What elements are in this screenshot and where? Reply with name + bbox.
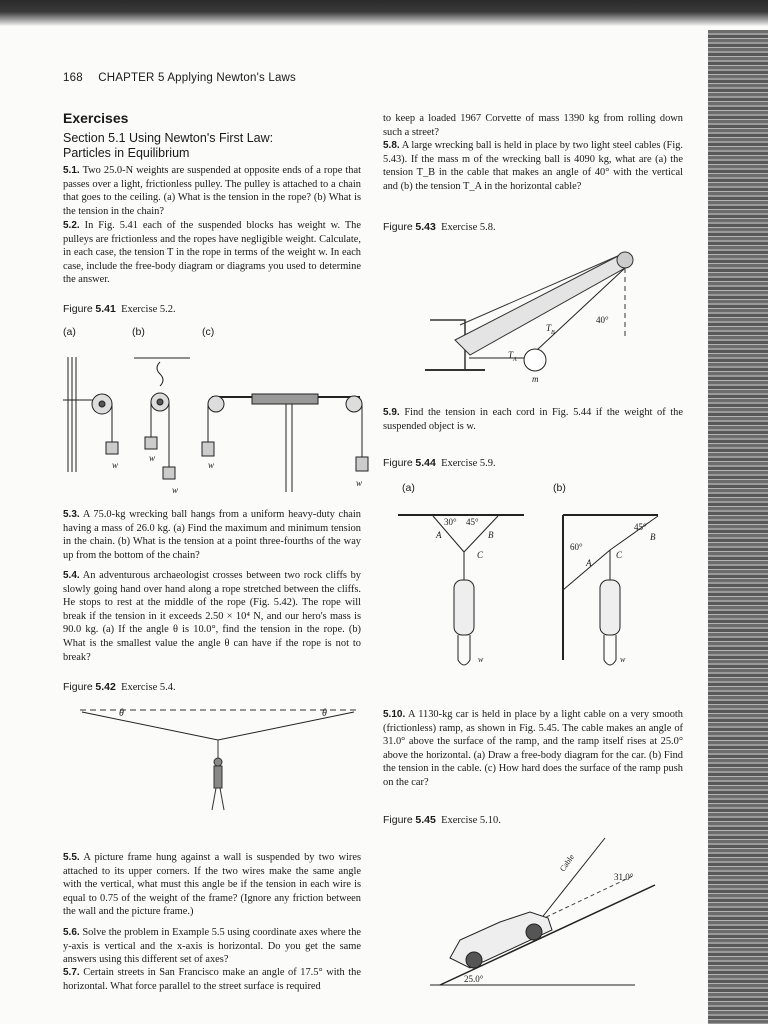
figure-5-45-caption: Figure 5.45 Exercise 5.10. xyxy=(383,814,501,826)
angle-25: 25.0° xyxy=(464,974,484,984)
angle-45: 45° xyxy=(634,522,647,532)
scan-right-edge xyxy=(708,30,768,1024)
exercise-5-1 xyxy=(63,164,361,218)
weight-label: w xyxy=(149,453,156,463)
exercise-text: In Fig. 5.41 each of the suspended blocks has weight w. The pulleys are frictionless and the ropes have negligible weight. Calculate, in each case, the tension T in the rope in terms of the weight w. In each case, include the free-body diagram or diagrams you used to determine the answer. xyxy=(63,220,361,286)
angle-31: 31.0° xyxy=(614,872,634,882)
exercise-5-5: 5.5. A picture frame hung against a wall is suspended by two wires attached to its upper corners. If the two wires make the same angle with the vertical, what must this angle be if the tension in each wire is equal to 0.75 of the weight of the frame? (Ignore any friction between the wall and the picture frame.) xyxy=(63,852,361,918)
cord-b-label: B xyxy=(488,530,494,540)
theta-left: θ xyxy=(119,708,124,719)
lamp-setup-a xyxy=(398,515,524,665)
cord-c-label: C xyxy=(477,550,484,560)
figure-5-43-diagram xyxy=(425,240,650,380)
figure-5-41-caption: Figure 5.41 Exercise 5.2. xyxy=(63,303,176,315)
cord-a-label: A xyxy=(586,558,592,568)
exercise-5-7-continued: to keep a loaded 1967 Corvette of mass 1390 kg from rolling down such a street? xyxy=(383,113,683,138)
lamp-setup-b xyxy=(563,515,658,665)
angle-45: 45° xyxy=(466,517,479,527)
section-line-1: Section 5.1 Using Newton's First Law: xyxy=(63,131,274,145)
chapter-label: CHAPTER 5 xyxy=(98,72,165,84)
panel-a-label: (a) xyxy=(63,326,76,338)
exercise-text: Two 25.0-N weights are suspended at opposite ends of a rope that passes over a light, frictionless pulley. The pulley is attached to a chain that goes to the ceiling. (a) What is the tension in the rope? (b) What is the tension in the chain? xyxy=(63,165,361,217)
panel-b-label: (b) xyxy=(553,482,566,494)
cable xyxy=(540,838,605,920)
cable-label: Cable xyxy=(558,852,577,874)
exercise-5-8: 5.8. A large wrecking ball is held in place by two light steel cables (Fig. 5.43). If the mass m of the wrecking ball is 4090 kg, what are (a) the tension T_B in the cable that makes an angle of 40° with the vertical and (b) the tension T_A in the horizontal cable? xyxy=(383,140,683,192)
weight-label: w xyxy=(172,485,179,495)
weight-label: w xyxy=(620,655,626,664)
angle-40: 40° xyxy=(596,315,609,325)
figure-5-45-diagram xyxy=(430,830,680,990)
figure-5-43-caption: Figure 5.43 Exercise 5.8. xyxy=(383,221,496,233)
weight-label: w xyxy=(478,655,484,664)
exercise-5-7: 5.7. Certain streets in San Francisco make an angle of 17.5° with the horizontal. What force parallel to the street surface is required xyxy=(63,967,361,992)
cord-b-label: B xyxy=(650,532,656,542)
weight-label: w xyxy=(356,478,363,488)
weight-label: w xyxy=(112,460,119,470)
angle-30: 30° xyxy=(444,517,457,527)
chapter-title: Applying Newton's Laws xyxy=(167,72,297,84)
cord-a-label: A xyxy=(436,530,442,540)
section-line-2: Particles in Equilibrium xyxy=(63,146,190,160)
figure-5-42-caption: Figure 5.42 Exercise 5.4. xyxy=(63,681,176,693)
exercise-5-4: 5.4. An adventurous archaeologist crosses between two rock cliffs by slowly going hand over hand along a rope stretched between the cliffs. He stops to rest at the middle of the rope (Fig. 5.42). The rope will break if the tension in it exceeds 2.50 × 10⁴ N, and our hero's mass is 90.0 kg. (a) If the angle θ is 10.0°, find the tension in the rope. (b) What is the smallest value the angle θ can have if the rope is not to break? xyxy=(63,570,362,663)
running-header xyxy=(63,72,296,84)
exercise-5-3: 5.3. A 75.0-kg wrecking ball hangs from a uniform heavy-duty chain having a mass of 26.0 kg. (a) Find the maximum and minimum tension in the chain. (b) What is the tension at a point three-fourths of the way up from the bottom of the chain? xyxy=(63,509,361,561)
figure-5-44-caption: Figure 5.44 Exercise 5.9. xyxy=(383,457,496,469)
pulley-system-b xyxy=(134,358,190,479)
exercise-number: 5.1. xyxy=(63,165,80,176)
pulley-system-c xyxy=(202,394,368,492)
figure-5-41-diagram xyxy=(60,342,370,502)
mass-label: m xyxy=(532,374,539,384)
exercise-5-2 xyxy=(63,219,361,287)
wrecking-ball xyxy=(524,349,546,371)
theta-right: θ xyxy=(322,708,327,719)
tension-a-label: $T_A$ xyxy=(508,350,517,363)
exercises-heading: Exercises xyxy=(63,110,129,126)
car xyxy=(450,912,552,968)
archaeologist-figure xyxy=(212,740,224,810)
tension-b-label: $T_B$ xyxy=(546,323,555,336)
pulley-system-a xyxy=(63,357,118,472)
panel-a-label: (a) xyxy=(402,482,415,494)
cord-c-label: C xyxy=(616,550,623,560)
panel-c-label: (c) xyxy=(202,326,215,338)
page-number: 168 xyxy=(63,72,83,84)
exercise-5-6: 5.6. Solve the problem in Example 5.5 using coordinate axes where the y-axis is vertical and the x-axis is horizontal. Do you get the same answers using this different set of axes? xyxy=(63,927,362,966)
exercise-5-9: 5.9. Find the tension in each cord in Fig. 5.44 if the weight of the suspended object is w. xyxy=(383,407,683,432)
section-heading xyxy=(63,131,273,161)
exercise-5-10: 5.10. A 1130-kg car is held in place by a light cable on a very smooth (frictionless) ramp, as shown in Fig. 5.45. The cable makes an angle of 31.0° above the surface of the ramp, and the ramp itself rises at 25.0° above the horizontal. (a) Draw a free-body diagram for the car. (b) Find the tension in the cable. (c) How hard does the surface of the ramp push on the car? xyxy=(383,709,683,788)
weight-label: w xyxy=(208,460,215,470)
exercise-number: 5.2. xyxy=(63,220,80,231)
angle-60: 60° xyxy=(570,542,583,552)
scan-top-edge xyxy=(0,0,768,26)
panel-b-label: (b) xyxy=(132,326,145,338)
